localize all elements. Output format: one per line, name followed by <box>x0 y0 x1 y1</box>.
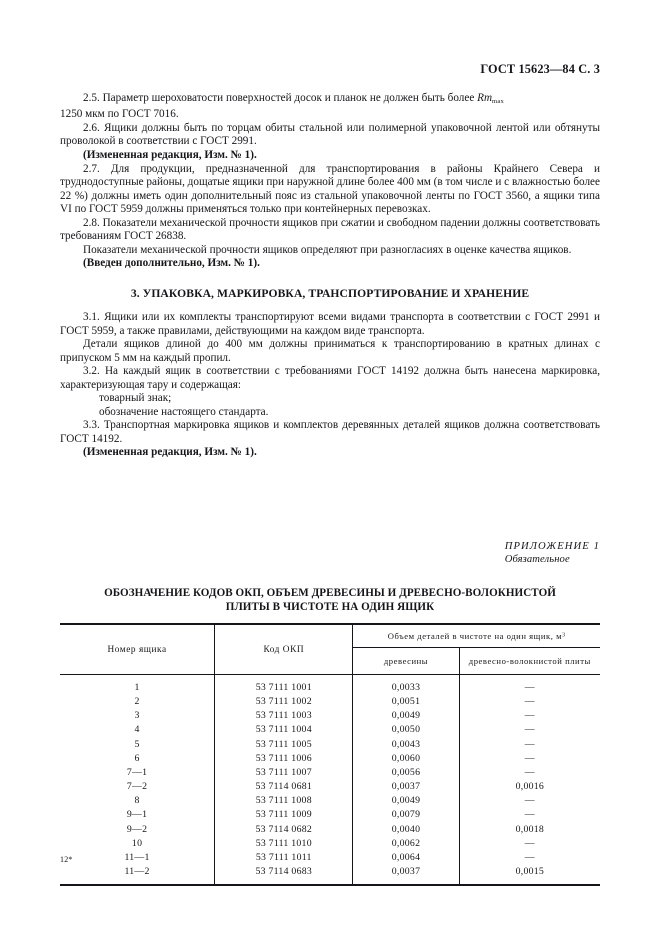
cell-box-number: 10 <box>60 837 215 851</box>
cell-wood-volume: 0,0037 <box>353 780 459 794</box>
column-header-volume-group <box>353 624 600 648</box>
cell-fiberboard-volume: — <box>524 766 535 778</box>
cell-fiberboard-volume: — <box>524 795 535 807</box>
cell-wood-volume: 0,0060 <box>353 752 459 766</box>
cell-fiberboard-volume: — <box>524 696 535 708</box>
table-title <box>60 586 600 614</box>
cell-okp-code: 53 7111 1001 <box>215 675 353 696</box>
cell-wood-volume: 0,0040 <box>353 823 459 837</box>
cell-okp-code: 53 7111 1008 <box>215 794 353 808</box>
table-body <box>60 675 600 885</box>
okp-codes-table <box>60 623 600 884</box>
appendix-title: ПРИЛОЖЕНИЕ 1 <box>504 541 600 552</box>
cell-box-number: 9—2 <box>60 823 215 837</box>
table-row <box>60 780 600 794</box>
paragraph-3-1-continuation: Детали ящиков длиной до 400 мм должны приниматься к транспортированию в кратных длинах с припуском 5 мм на каждый пропил. <box>60 338 600 364</box>
cell-okp-code: 53 7111 1009 <box>215 808 353 822</box>
body-text-column <box>60 92 600 460</box>
appendix-subtitle: Обязательное <box>504 554 570 566</box>
table-row <box>60 675 600 696</box>
column-header-okp-code: Код ОКП <box>215 624 353 675</box>
table-row <box>60 695 600 709</box>
cell-okp-code: 53 7111 1010 <box>215 837 353 851</box>
table-title-line-1: ОБОЗНАЧЕНИЕ КОДОВ ОКП, ОБЪЕМ ДРЕВЕСИНЫ И ДРЕВЕСНО-ВОЛОКНИСТОЙ <box>104 587 556 599</box>
cell-fiberboard-volume: — <box>524 809 535 821</box>
column-header-fiberboard: древесно-волокнистой плиты <box>459 648 600 675</box>
cell-okp-code: 53 7114 0682 <box>215 823 353 837</box>
table-row <box>60 823 600 837</box>
running-head: ГОСТ 15623—84 С. 3 <box>480 62 600 76</box>
cell-box-number: 3 <box>60 709 215 723</box>
cell-box-number: 8 <box>60 794 215 808</box>
table-title-line-2: ПЛИТЫ В ЧИСТОТЕ НА ОДИН ЯЩИК <box>225 601 435 613</box>
cell-okp-code: 53 7111 1003 <box>215 709 353 723</box>
rm-max-symbol <box>477 92 504 104</box>
cell-okp-code: 53 7111 1006 <box>215 752 353 766</box>
cell-box-number: 11—1 <box>60 851 215 865</box>
table-header-row-1 <box>60 624 600 648</box>
cell-box-number: 6 <box>60 752 215 766</box>
cell-fiberboard-volume: — <box>524 710 535 722</box>
cell-okp-code: 53 7111 1007 <box>215 766 353 780</box>
table-row <box>60 865 600 884</box>
paragraph-2-8-continuation: Показатели механической прочности ящиков определяют при разногласиях в оценке качества ящиков. <box>83 243 572 256</box>
paragraph-3-2-item-1: товарный знак; <box>99 392 172 405</box>
table-row <box>60 752 600 766</box>
paragraph-2-5 <box>60 92 600 108</box>
paragraph-2-7: 2.7. Для продукции, предназначенной для транспортирования в районы Крайнего Севера и труднодоступные районы, дощатые ящики при наружной длине более 400 мм (в том числе и с влажностью более 22 %) должны иметь один дополнительный пояс из стальной упаковочной ленты по ГОСТ 3560, а ящики типа VI по ГОСТ 5959 должны применяться только при контейнерных перевозках. <box>60 162 600 216</box>
cell-wood-volume: 0,0049 <box>353 709 459 723</box>
table-row <box>60 738 600 752</box>
cell-wood-volume: 0,0043 <box>353 738 459 752</box>
cell-okp-code: 53 7111 1005 <box>215 738 353 752</box>
spacer-after-section-3-heading <box>60 300 600 311</box>
cell-wood-volume: 0,0056 <box>353 766 459 780</box>
table-row <box>60 837 600 851</box>
table-row <box>60 709 600 723</box>
cell-box-number: 5 <box>60 738 215 752</box>
paragraph-2-5-continuation: 1250 мкм по ГОСТ 7016. <box>60 108 179 121</box>
table-row <box>60 766 600 780</box>
cell-fiberboard-volume: — <box>524 738 535 750</box>
column-header-box-number: Номер ящика <box>60 624 215 675</box>
table-row <box>60 723 600 737</box>
note-vveden-dopolnitelno: (Введен дополнительно, Изм. № 1). <box>83 257 260 270</box>
cell-wood-volume: 0,0051 <box>353 695 459 709</box>
cell-wood-volume: 0,0079 <box>353 808 459 822</box>
cell-fiberboard-volume: 0,0015 <box>515 866 545 878</box>
cubic-meter-superscript: 3 <box>562 632 566 639</box>
paragraph-2-5-text-before: 2.5. Параметр шероховатости поверхностей досок и планок не должен быть более <box>83 92 478 104</box>
note-izmenennaya-redakciya-1: (Измененная редакция, Изм. № 1). <box>83 149 257 162</box>
cell-okp-code: 53 7111 1011 <box>215 851 353 865</box>
cell-okp-code: 53 7111 1002 <box>215 695 353 709</box>
cell-wood-volume: 0,0064 <box>353 851 459 865</box>
table-bottom-rule <box>60 884 600 886</box>
paragraph-3-1: 3.1. Ящики или их комплекты транспортируют всеми видами транспорта в соответствии с ГОСТ 2991 и ГОСТ 5959, а также правилами, действующими на каждом виде транспорта. <box>60 310 600 337</box>
page-folio: 12* <box>60 855 73 864</box>
cell-fiberboard-volume: — <box>524 724 535 736</box>
column-header-volume-text: Объем деталей в чистоте на один ящик, м <box>387 631 563 641</box>
cell-box-number: 11—2 <box>60 865 215 884</box>
cell-box-number: 7—2 <box>60 780 215 794</box>
cell-okp-code: 53 7114 0683 <box>215 865 353 884</box>
cell-fiberboard-volume: — <box>524 682 535 693</box>
rm-subscript: max <box>492 97 504 105</box>
cell-okp-code: 53 7114 0681 <box>215 780 353 794</box>
paragraph-3-2: 3.2. На каждый ящик в соответствии с требованиями ГОСТ 14192 должна быть нанесена маркировка, характеризующая тару и содержащая: <box>60 365 600 391</box>
cell-box-number: 7—1 <box>60 766 215 780</box>
cell-wood-volume: 0,0037 <box>353 865 459 884</box>
table-row <box>60 851 600 865</box>
paragraph-2-8: 2.8. Показатели механической прочности ящиков при сжатии и свободном падении должны соответствовать требованиям ГОСТ 26838. <box>60 216 600 243</box>
paragraph-3-2-item-2: обозначение настоящего стандарта. <box>99 405 269 418</box>
cell-okp-code: 53 7111 1004 <box>215 723 353 737</box>
cell-box-number: 9—1 <box>60 808 215 822</box>
cell-wood-volume: 0,0049 <box>353 794 459 808</box>
spacer-before-section-3 <box>60 271 600 287</box>
cell-box-number: 1 <box>60 675 215 696</box>
table-header <box>60 624 600 675</box>
cell-wood-volume: 0,0062 <box>353 837 459 851</box>
cell-wood-volume: 0,0033 <box>353 675 459 696</box>
cell-fiberboard-volume: — <box>524 752 535 764</box>
note-izmenennaya-redakciya-2: (Измененная редакция, Изм. № 1). <box>83 446 257 459</box>
cell-fiberboard-volume: 0,0016 <box>515 781 545 793</box>
cell-fiberboard-volume: — <box>524 851 535 863</box>
column-header-wood: древесины <box>353 648 459 675</box>
appendix-label <box>505 540 600 566</box>
section-3-heading: 3. УПАКОВКА, МАРКИРОВКА, ТРАНСПОРТИРОВАНИЕ И ХРАНЕНИЕ <box>130 286 530 300</box>
cell-fiberboard-volume: 0,0018 <box>515 823 545 835</box>
table-row <box>60 794 600 808</box>
rm-symbol: Rm <box>477 92 493 104</box>
paragraph-3-3: 3.3. Транспортная маркировка ящиков и комплектов деревянных деталей ящиков должна соответствовать ГОСТ 14192. <box>60 419 600 445</box>
cell-fiberboard-volume: — <box>524 837 535 849</box>
cell-wood-volume: 0,0050 <box>353 723 459 737</box>
paragraph-2-6: 2.6. Ящики должны быть по торцам обиты стальной или полимерной упаковочной лентой или обтянуты проволокой в соответствии с ГОСТ 2991. <box>60 121 600 148</box>
cell-box-number: 4 <box>60 723 215 737</box>
cell-box-number: 2 <box>60 695 215 709</box>
table-row <box>60 808 600 822</box>
okp-codes-table-wrapper <box>60 623 600 886</box>
